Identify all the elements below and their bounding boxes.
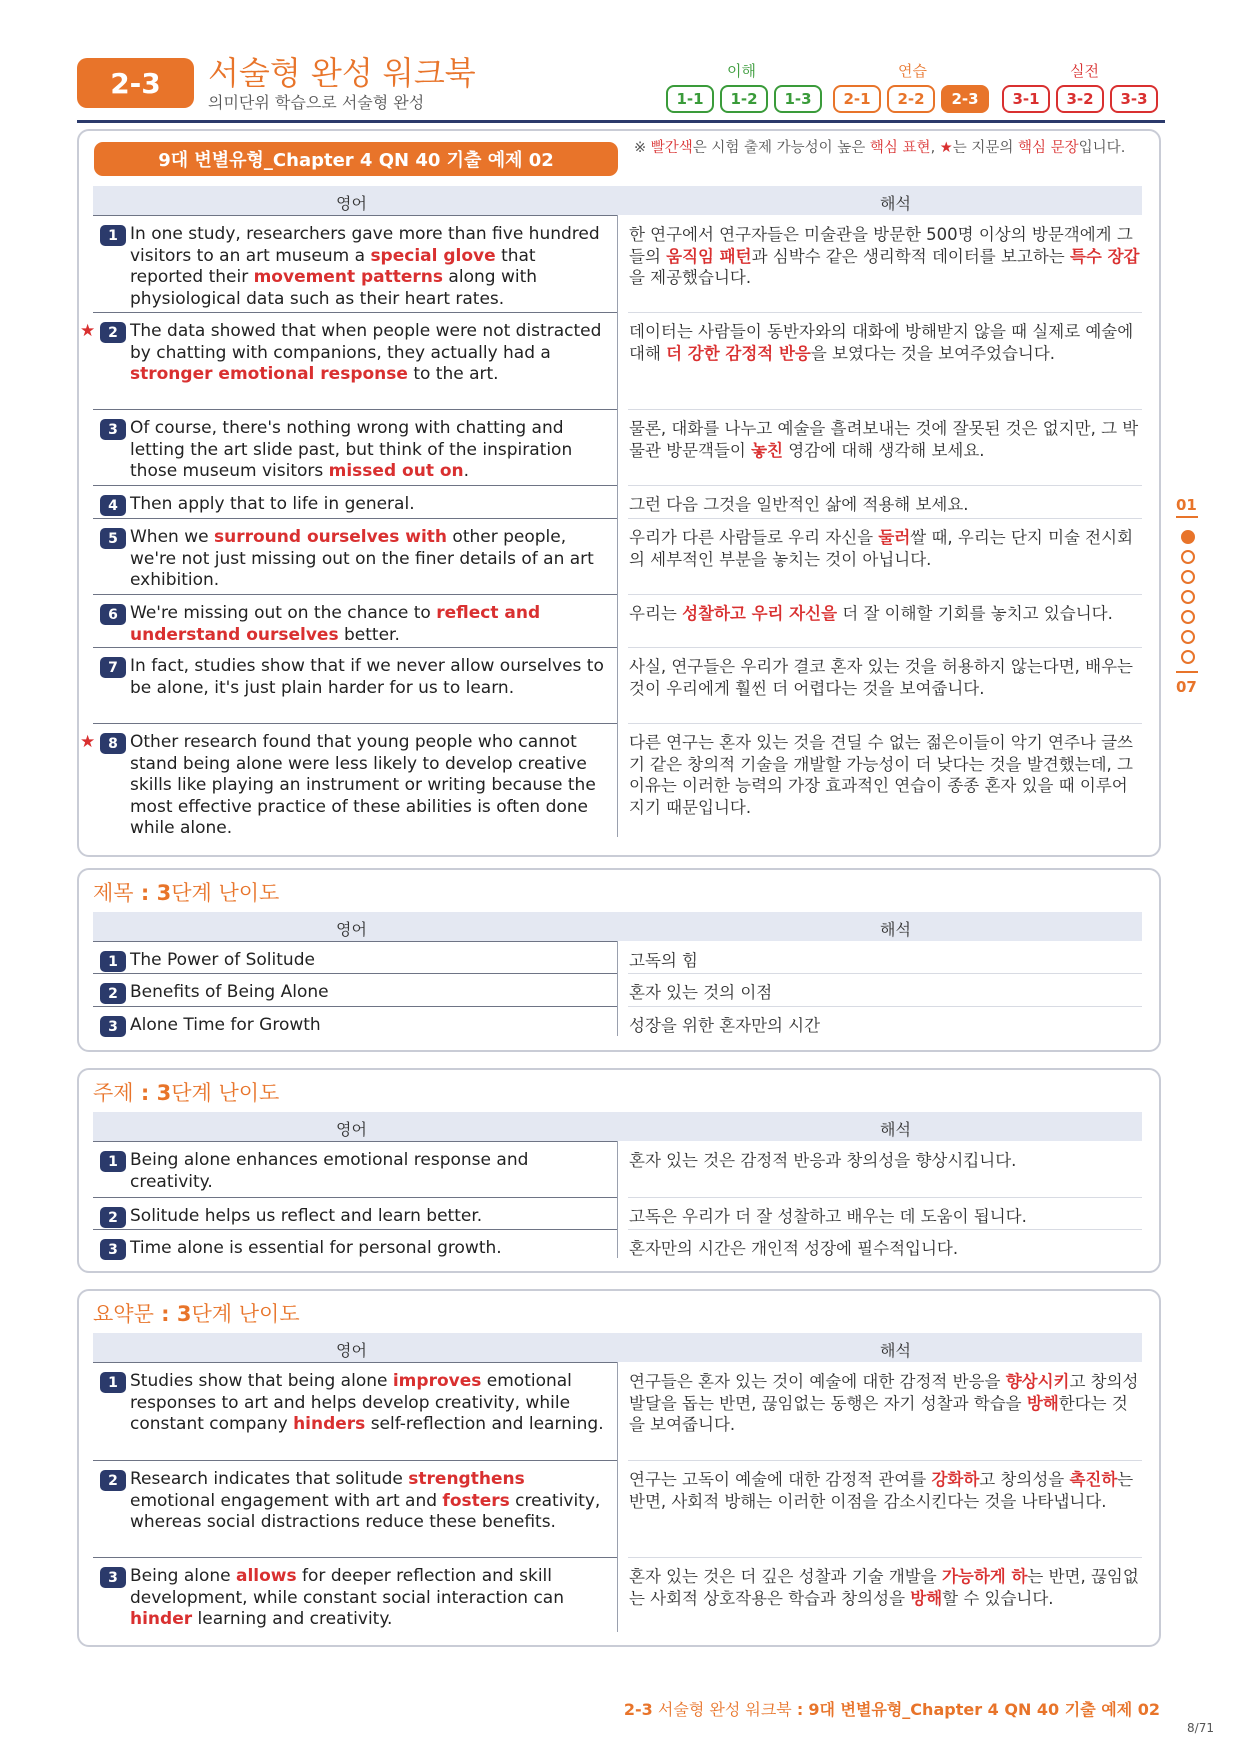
row-number-badge: 3: [100, 419, 126, 440]
title-table-header: 영어 해석: [93, 912, 1142, 941]
korean-translation: 한 연구에서 연구자들은 미술관을 방문한 500명 이상의 방문객에게 그들의 움직임 패턴과 심박수 같은 생리학적 데이터를 보고하는 특수 장갑을 제공했습니다.: [629, 225, 1140, 287]
english-sentence: Then apply that to life in general.: [130, 494, 415, 514]
english-sentence: When we surround ourselves with other people, we're not just missing out on the finer details of an art exhibition.: [130, 527, 594, 590]
row-number-badge: 2: [100, 1470, 126, 1491]
step-1-3[interactable]: 1-3: [774, 85, 822, 113]
progress-dot[interactable]: [1181, 630, 1195, 644]
progress-dot[interactable]: [1181, 650, 1195, 664]
step-2-2[interactable]: 2-2: [887, 85, 935, 113]
row-number-badge: 2: [100, 983, 126, 1004]
korean-translation: 연구는 고독이 예술에 대한 감정적 관여를 강화하고 창의성을 촉진하는 반면, 사회적 방해는 이러한 이점을 감소시킨다는 것을 나타냅니다.: [629, 1470, 1134, 1511]
footer-caption: 2-3 서술형 완성 워크북 : 9대 변별유형_Chapter 4 QN 40 기출 예제 02: [623, 1700, 1160, 1719]
row-number-badge: 4: [100, 495, 126, 516]
progress-dot[interactable]: [1181, 590, 1195, 604]
korean-translation: 혼자 있는 것은 더 깊은 성찰과 기술 개발을 가능하게 하는 반면, 끊임없는 사회적 상호작용은 학습과 창의성을 방해할 수 있습니다.: [629, 1567, 1139, 1608]
step-1-2[interactable]: 1-2: [720, 85, 768, 113]
row-number-badge: 7: [100, 657, 126, 678]
korean-translation: 데이터는 사람들이 동반자와의 대화에 방해받지 않을 때 실제로 예술에 대해 더 강한 감정적 반응을 보였다는 것을 보여주었습니다.: [629, 322, 1134, 363]
korean-translation: 연구들은 혼자 있는 것이 예술에 대한 감정적 반응을 향상시키고 창의성 발달을 돕는 반면, 끊임없는 동행은 자기 성찰과 학습을 방해한다는 것을 보여줍니다.: [629, 1372, 1139, 1434]
row-number-badge: 1: [100, 1151, 126, 1172]
page-subtitle: 의미단위 학습으로 서술형 완성: [208, 93, 425, 112]
korean-translation: 고독은 우리가 더 잘 성찰하고 배우는 데 도움이 됩니다.: [629, 1207, 1027, 1226]
summary-table-header: 영어 해석: [93, 1333, 1142, 1362]
korean-translation: 우리가 다른 사람들로 우리 자신을 둘러쌀 때, 우리는 단지 미술 전시회의 세부적인 부분을 놓치는 것이 아닙니다.: [629, 528, 1134, 569]
header-rule: [77, 120, 1165, 123]
english-sentence: Being alone enhances emotional response and creativity.: [130, 1150, 529, 1192]
english-sentence: Time alone is essential for personal growth.: [130, 1238, 502, 1258]
key-sentence-star-icon: ★: [80, 321, 96, 341]
title-section-heading: 제목 : 3단계 난이도: [93, 881, 280, 905]
row-number-badge: 3: [100, 1567, 126, 1588]
row-number-badge: 1: [100, 1372, 126, 1393]
korean-translation: 성장을 위한 혼자만의 시간: [629, 1016, 821, 1035]
korean-translation: 고독의 힘: [629, 951, 699, 970]
stage-label-understand: 이해: [727, 62, 756, 80]
korean-translation: 그런 다음 그것을 일반적인 삶에 적용해 보세요.: [629, 495, 969, 514]
column-divider: [617, 215, 618, 837]
progress-dot[interactable]: [1181, 610, 1195, 624]
chapter-tag: 9대 변별유형_Chapter 4 QN 40 기출 예제 02: [94, 142, 618, 176]
section-badge: 2-3: [77, 58, 194, 108]
korean-translation: 혼자 있는 것은 감정적 반응과 창의성을 향상시킵니다.: [629, 1151, 1017, 1170]
row-number-badge: 2: [100, 1207, 126, 1228]
theme-section-heading: 주제 : 3단계 난이도: [93, 1081, 280, 1105]
progress-end-label: 07: [1176, 678, 1197, 696]
page-number: 8/71: [1187, 1721, 1214, 1735]
page-title: 서술형 완성 워크북: [208, 54, 476, 92]
english-sentence: Other research found that young people who cannot stand being alone were less likely to develop creative skills like playing an instrument or writing because the most effective practice of these abilities is often done while alone.: [130, 732, 596, 838]
english-sentence: Solitude helps us reflect and learn better.: [130, 1206, 483, 1226]
english-sentence: The Power of Solitude: [130, 950, 315, 970]
stage-label-practice: 연습: [898, 62, 927, 80]
table-header: [93, 186, 1142, 215]
korean-translation: 다른 연구는 혼자 있는 것을 견딜 수 없는 젊은이들이 악기 연주나 글쓰기 같은 창의적 기술을 개발할 가능성이 더 낮다는 것을 발견했는데, 그 이유는 이러한 능력의 가장 효과적인 연습이 종종 혼자 있을 때 이루어지기 때문입니다.: [629, 733, 1133, 817]
english-sentence: Being alone allows for deeper reflection and skill development, while constant social interaction can hinder learning and creativity.: [130, 1566, 564, 1629]
korean-translation: 사실, 연구들은 우리가 결코 혼자 있는 것을 허용하지 않는다면, 배우는 것이 우리에게 훨씬 더 어렵다는 것을 보여줍니다.: [629, 657, 1133, 698]
english-sentence: Alone Time for Growth: [130, 1015, 321, 1035]
legend-note: ※ 빨간색은 시험 출제 가능성이 높은 핵심 표현, ★는 지문의 핵심 문장입니다.: [634, 140, 1126, 156]
progress-dot[interactable]: [1181, 570, 1195, 584]
column-header-translation: 해석: [880, 194, 911, 213]
step-2-1[interactable]: 2-1: [833, 85, 881, 113]
step-3-1[interactable]: 3-1: [1002, 85, 1050, 113]
korean-translation: 물론, 대화를 나누고 예술을 흘려보내는 것에 잘못된 것은 없지만, 그 박물관 방문객들이 놓친 영감에 대해 생각해 보세요.: [629, 419, 1139, 460]
english-sentence: Research indicates that solitude strengthens emotional engagement with art and fosters creativity, whereas social distractions reduce these benefits.: [130, 1469, 601, 1532]
row-number-badge: 3: [100, 1016, 126, 1037]
step-3-2[interactable]: 3-2: [1056, 85, 1104, 113]
progress-dot[interactable]: [1181, 550, 1195, 564]
theme-table-header: 영어 해석: [93, 1112, 1142, 1141]
english-sentence: In one study, researchers gave more than five hundred visitors to an art museum a special glove that reported their movement patterns along with physiological data such as their heart rates.: [130, 224, 600, 309]
progress-start-label: 01: [1176, 496, 1197, 514]
english-sentence: Studies show that being alone improves emotional responses to art and helps develop creativity, while constant company hinders self-reflection and learning.: [130, 1371, 604, 1434]
step-1-1[interactable]: 1-1: [666, 85, 714, 113]
progress-dot[interactable]: [1181, 530, 1195, 544]
key-sentence-star-icon: ★: [80, 732, 96, 752]
english-sentence: Of course, there's nothing wrong with chatting and letting the art slide past, but think of the inspiration those museum visitors missed out on.: [130, 418, 573, 481]
step-2-3[interactable]: 2-3: [941, 85, 989, 113]
column-header-english: 영어: [336, 194, 367, 213]
korean-translation: 우리는 성찰하고 우리 자신을 더 잘 이해할 기회를 놓치고 있습니다.: [629, 604, 1113, 623]
row-number-badge: 1: [100, 951, 126, 972]
row-number-badge: 2: [100, 322, 126, 343]
row-number-badge: 8: [100, 733, 126, 754]
english-sentence: The data showed that when people were not distracted by chatting with companions, they actually had a stronger emotional response to the art.: [130, 321, 602, 384]
english-sentence: In fact, studies show that if we never allow ourselves to be alone, it's just plain harder for us to learn.: [130, 656, 604, 698]
english-sentence: We're missing out on the chance to reflect and understand ourselves better.: [130, 603, 541, 645]
row-number-badge: 1: [100, 225, 126, 246]
english-sentence: Benefits of Being Alone: [130, 982, 329, 1002]
korean-translation: 혼자만의 시간은 개인적 성장에 필수적입니다.: [629, 1239, 959, 1258]
row-number-badge: 5: [100, 528, 126, 549]
summary-section-heading: 요약문 : 3단계 난이도: [93, 1302, 300, 1326]
stage-label-exam: 실전: [1070, 62, 1099, 80]
row-number-badge: 3: [100, 1239, 126, 1260]
korean-translation: 혼자 있는 것의 이점: [629, 983, 773, 1002]
step-3-3[interactable]: 3-3: [1110, 85, 1158, 113]
row-number-badge: 6: [100, 604, 126, 625]
